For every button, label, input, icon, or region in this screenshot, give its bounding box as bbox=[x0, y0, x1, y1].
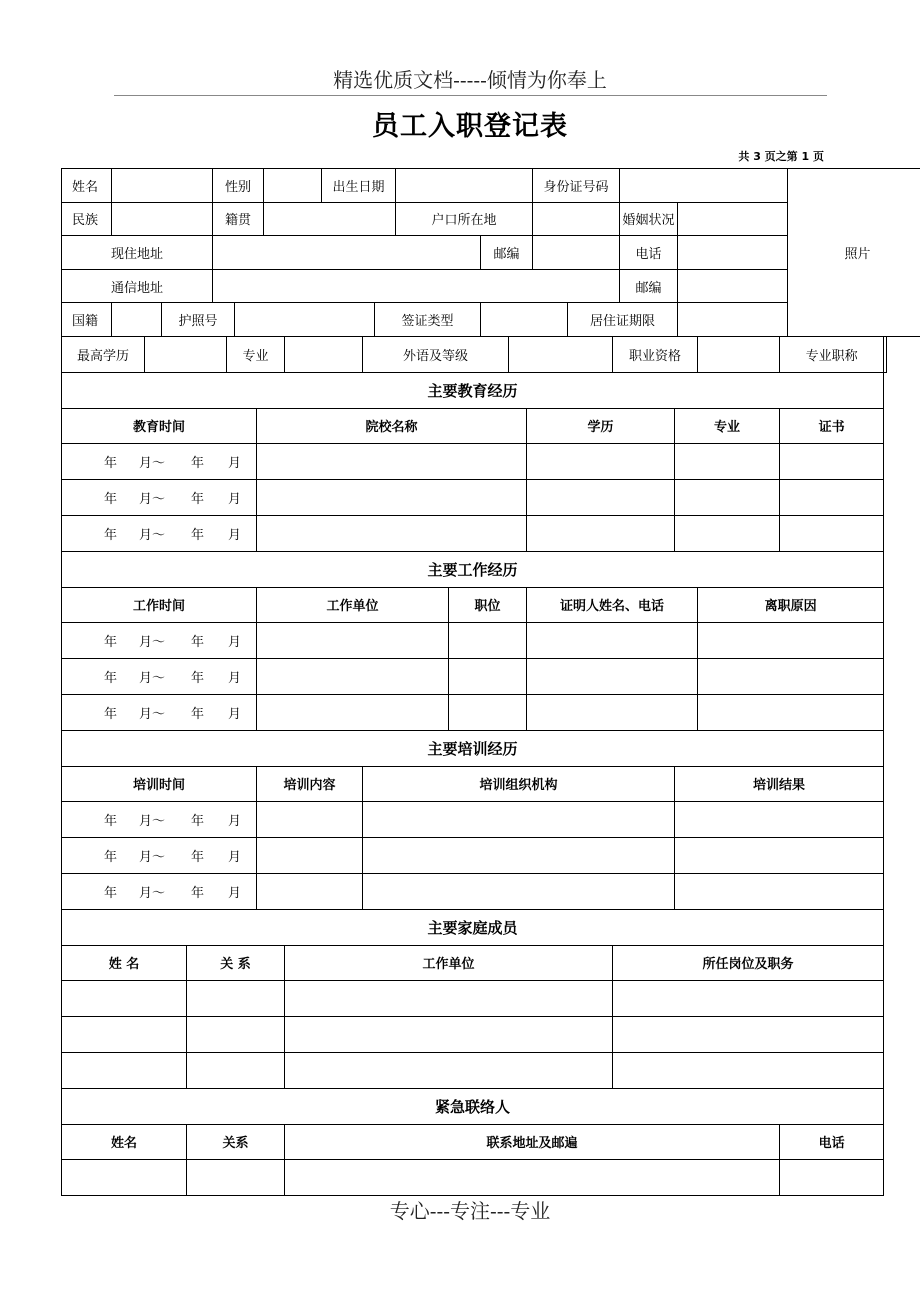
work-col-time: 工作时间 bbox=[62, 587, 257, 623]
work-reference-cell[interactable] bbox=[527, 623, 698, 659]
edu-col-certificate: 证书 bbox=[780, 408, 884, 444]
professional-title-field[interactable] bbox=[884, 337, 887, 373]
birth-date-field[interactable] bbox=[396, 169, 533, 203]
edu-degree-cell[interactable] bbox=[527, 480, 675, 516]
postcode-field[interactable] bbox=[533, 236, 620, 270]
training-result-cell[interactable] bbox=[675, 802, 884, 838]
date-year: 年 bbox=[191, 814, 205, 830]
edu-col-major: 专业 bbox=[675, 408, 780, 444]
work-employer-cell[interactable] bbox=[257, 623, 449, 659]
family-col-position: 所任岗位及职务 bbox=[613, 945, 884, 981]
date-year: 年 bbox=[191, 492, 205, 508]
date-month-to: 月～ bbox=[139, 635, 166, 651]
date-month-to: 月～ bbox=[139, 527, 166, 543]
work-reference-cell[interactable] bbox=[527, 659, 698, 695]
language-level-field[interactable] bbox=[509, 337, 613, 373]
work-date-range[interactable] bbox=[62, 659, 257, 695]
family-relation-cell[interactable] bbox=[187, 981, 285, 1017]
date-year: 年 bbox=[104, 492, 118, 508]
date-year: 年 bbox=[104, 814, 118, 830]
edu-date-range[interactable] bbox=[62, 444, 257, 480]
edu-date-range[interactable] bbox=[62, 480, 257, 516]
training-col-content: 培训内容 bbox=[257, 766, 363, 802]
language-level-label: 外语及等级 bbox=[363, 337, 509, 373]
date-year: 年 bbox=[191, 850, 205, 866]
date-year: 年 bbox=[104, 456, 118, 472]
family-relation-cell[interactable] bbox=[187, 1017, 285, 1053]
family-name-cell[interactable] bbox=[62, 1052, 187, 1088]
edu-degree-cell[interactable] bbox=[527, 515, 675, 551]
work-date-range[interactable] bbox=[62, 623, 257, 659]
work-leave-reason-cell[interactable] bbox=[698, 623, 884, 659]
date-month: 月 bbox=[228, 635, 242, 651]
edu-major-cell[interactable] bbox=[675, 480, 780, 516]
marital-status-label: 婚姻状况 bbox=[620, 202, 678, 236]
edu-degree-cell[interactable] bbox=[527, 444, 675, 480]
date-month: 月 bbox=[228, 492, 242, 508]
family-col-employer: 工作单位 bbox=[285, 945, 613, 981]
edu-school-cell[interactable] bbox=[257, 444, 527, 480]
visa-type-label: 签证类型 bbox=[375, 303, 481, 337]
family-section-title: 主要家庭成员 bbox=[62, 909, 884, 945]
highest-degree-label: 最高学历 bbox=[62, 337, 145, 373]
date-month: 月 bbox=[228, 814, 242, 830]
date-month-to: 月～ bbox=[139, 456, 166, 472]
edu-school-cell[interactable] bbox=[257, 515, 527, 551]
date-year: 年 bbox=[104, 671, 118, 687]
emergency-col-name: 姓名 bbox=[62, 1124, 187, 1160]
edu-major-cell[interactable] bbox=[675, 444, 780, 480]
training-organizer-cell[interactable] bbox=[363, 873, 675, 909]
date-year: 年 bbox=[191, 671, 205, 687]
history-table bbox=[61, 336, 887, 1196]
date-month-to: 月～ bbox=[139, 814, 166, 830]
training-col-organizer: 培训组织机构 bbox=[363, 766, 675, 802]
current-address-field[interactable] bbox=[213, 236, 481, 270]
current-address-label: 现住地址 bbox=[62, 236, 213, 270]
ethnicity-label: 民族 bbox=[62, 202, 112, 236]
id-number-field[interactable] bbox=[620, 169, 788, 203]
major-field[interactable] bbox=[285, 337, 363, 373]
work-section-title: 主要工作经历 bbox=[62, 551, 884, 587]
training-date-range[interactable] bbox=[62, 802, 257, 838]
training-col-time: 培训时间 bbox=[62, 766, 257, 802]
family-employer-cell[interactable] bbox=[285, 981, 613, 1017]
work-date-range[interactable] bbox=[62, 694, 257, 730]
family-position-cell[interactable] bbox=[613, 1017, 884, 1053]
gender-label: 性别 bbox=[213, 169, 264, 203]
education-section-title: 主要教育经历 bbox=[62, 372, 884, 408]
marital-status-field[interactable] bbox=[678, 202, 788, 236]
edu-date-range[interactable] bbox=[62, 515, 257, 551]
mailing-address-field[interactable] bbox=[213, 269, 620, 303]
mailing-address-label: 通信地址 bbox=[62, 269, 213, 303]
family-position-cell[interactable] bbox=[613, 1052, 884, 1088]
edu-certificate-cell[interactable] bbox=[780, 444, 884, 480]
training-content-cell[interactable] bbox=[257, 802, 363, 838]
date-month-to: 月～ bbox=[139, 706, 166, 722]
date-month: 月 bbox=[228, 671, 242, 687]
postcode-label: 邮编 bbox=[481, 236, 533, 270]
form-title: 员工入职登记表 bbox=[372, 111, 568, 142]
postcode2-label: 邮编 bbox=[620, 269, 678, 303]
date-year: 年 bbox=[191, 527, 205, 543]
edu-school-cell[interactable] bbox=[257, 480, 527, 516]
work-col-employer: 工作单位 bbox=[257, 587, 449, 623]
work-position-cell[interactable] bbox=[449, 694, 527, 730]
emergency-address-cell[interactable] bbox=[285, 1160, 780, 1196]
training-organizer-cell[interactable] bbox=[363, 838, 675, 874]
family-relation-cell[interactable] bbox=[187, 1052, 285, 1088]
date-month: 月 bbox=[228, 885, 242, 901]
date-month: 月 bbox=[228, 527, 242, 543]
work-reference-cell[interactable] bbox=[527, 694, 698, 730]
household-location-field[interactable] bbox=[533, 202, 620, 236]
emergency-section-title: 紧急联络人 bbox=[62, 1088, 884, 1124]
photo-box[interactable]: 照片 bbox=[788, 169, 920, 337]
passport-label: 护照号 bbox=[162, 303, 235, 337]
family-col-relation: 关 系 bbox=[187, 945, 285, 981]
highest-degree-field[interactable] bbox=[145, 337, 227, 373]
banner-divider bbox=[114, 95, 827, 96]
vocational-qualification-label: 职业资格 bbox=[613, 337, 698, 373]
residence-permit-field[interactable] bbox=[678, 303, 920, 337]
training-organizer-cell[interactable] bbox=[363, 802, 675, 838]
postcode2-field[interactable] bbox=[678, 269, 920, 303]
date-month: 月 bbox=[228, 706, 242, 722]
name-field[interactable] bbox=[112, 169, 213, 203]
work-col-reference: 证明人姓名、电话 bbox=[527, 587, 698, 623]
emergency-phone-cell[interactable] bbox=[780, 1160, 884, 1196]
edu-col-school: 院校名称 bbox=[257, 408, 527, 444]
training-result-cell[interactable] bbox=[675, 873, 884, 909]
major-label: 专业 bbox=[227, 337, 285, 373]
training-section-title: 主要培训经历 bbox=[62, 730, 884, 766]
work-leave-reason-cell[interactable] bbox=[698, 659, 884, 695]
emergency-col-relation: 关系 bbox=[187, 1124, 285, 1160]
family-employer-cell[interactable] bbox=[285, 1052, 613, 1088]
training-content-cell[interactable] bbox=[257, 873, 363, 909]
date-year: 年 bbox=[104, 527, 118, 543]
family-name-cell[interactable] bbox=[62, 1017, 187, 1053]
household-location-label: 户口所在地 bbox=[396, 202, 533, 236]
family-name-cell[interactable] bbox=[62, 981, 187, 1017]
date-month-to: 月～ bbox=[139, 850, 166, 866]
date-month-to: 月～ bbox=[139, 885, 166, 901]
phone-field[interactable] bbox=[678, 236, 920, 270]
nationality-label: 国籍 bbox=[62, 303, 112, 337]
edu-certificate-cell[interactable] bbox=[780, 480, 884, 516]
page-counter: 共 3 页之第 1 页 bbox=[738, 150, 824, 163]
edu-certificate-cell[interactable] bbox=[780, 515, 884, 551]
training-date-range[interactable] bbox=[62, 838, 257, 874]
training-col-result: 培训结果 bbox=[675, 766, 884, 802]
vocational-qualification-field[interactable] bbox=[698, 337, 780, 373]
page-footer: 专心---专注---专业 bbox=[389, 1199, 551, 1223]
date-month-to: 月～ bbox=[139, 671, 166, 687]
birth-date-label: 出生日期 bbox=[322, 169, 396, 203]
training-result-cell[interactable] bbox=[675, 838, 884, 874]
name-label: 姓名 bbox=[62, 169, 112, 203]
id-number-label: 身份证号码 bbox=[533, 169, 620, 203]
date-year: 年 bbox=[104, 635, 118, 651]
edu-col-time: 教育时间 bbox=[62, 408, 257, 444]
emergency-col-address: 联系地址及邮遍 bbox=[285, 1124, 780, 1160]
date-month: 月 bbox=[228, 456, 242, 472]
ethnicity-field[interactable] bbox=[112, 202, 213, 236]
phone-label: 电话 bbox=[620, 236, 678, 270]
professional-title-label: 专业职称 bbox=[780, 337, 884, 373]
work-leave-reason-cell[interactable] bbox=[698, 694, 884, 730]
visa-type-field[interactable] bbox=[481, 303, 568, 337]
work-position-cell[interactable] bbox=[449, 623, 527, 659]
basic-info-table bbox=[61, 168, 920, 337]
training-content-cell[interactable] bbox=[257, 838, 363, 874]
date-year: 年 bbox=[104, 850, 118, 866]
work-position-cell[interactable] bbox=[449, 659, 527, 695]
residence-permit-label: 居住证期限 bbox=[568, 303, 678, 337]
family-col-name: 姓 名 bbox=[62, 945, 187, 981]
work-col-leave-reason: 离职原因 bbox=[698, 587, 884, 623]
family-employer-cell[interactable] bbox=[285, 1017, 613, 1053]
emergency-relation-cell[interactable] bbox=[187, 1160, 285, 1196]
date-month-to: 月～ bbox=[139, 492, 166, 508]
date-year: 年 bbox=[191, 706, 205, 722]
native-place-label: 籍贯 bbox=[213, 202, 264, 236]
work-col-position: 职位 bbox=[449, 587, 527, 623]
date-year: 年 bbox=[191, 635, 205, 651]
emergency-col-phone: 电话 bbox=[780, 1124, 884, 1160]
page-banner: 精选优质文档-----倾情为你奉上 bbox=[333, 68, 607, 92]
edu-col-degree: 学历 bbox=[527, 408, 675, 444]
work-employer-cell[interactable] bbox=[257, 694, 449, 730]
date-year: 年 bbox=[104, 706, 118, 722]
date-year: 年 bbox=[191, 456, 205, 472]
date-month: 月 bbox=[228, 850, 242, 866]
native-place-field[interactable] bbox=[264, 202, 396, 236]
training-date-range[interactable] bbox=[62, 873, 257, 909]
date-year: 年 bbox=[191, 885, 205, 901]
passport-field[interactable] bbox=[235, 303, 375, 337]
edu-major-cell[interactable] bbox=[675, 515, 780, 551]
date-year: 年 bbox=[104, 885, 118, 901]
gender-field[interactable] bbox=[264, 169, 322, 203]
emergency-name-cell[interactable] bbox=[62, 1160, 187, 1196]
family-position-cell[interactable] bbox=[613, 981, 884, 1017]
nationality-field[interactable] bbox=[112, 303, 162, 337]
work-employer-cell[interactable] bbox=[257, 659, 449, 695]
